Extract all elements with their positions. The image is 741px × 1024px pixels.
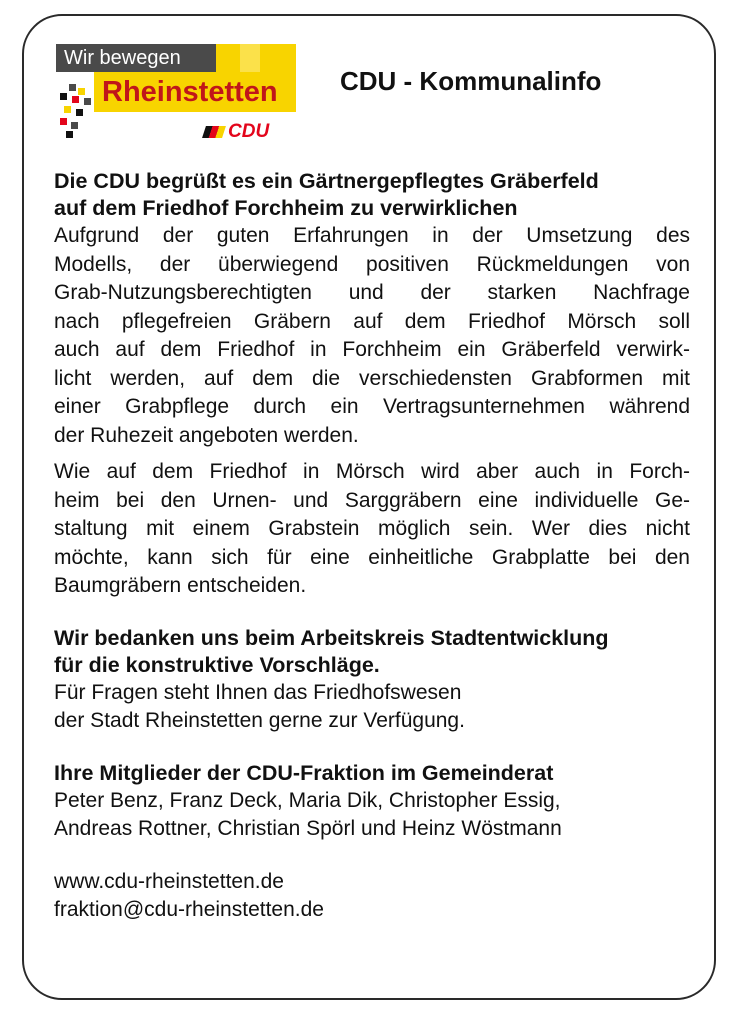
section1-paragraph-1: Aufgrund der guten Erfahrungen in der Umsetzung des Modells, der überwiegend positiven Rückmeldungen von Grab-Nutzungsberechtigten und der starken Nachfrage nach pflegefreien Gräbern auf dem Friedhof Mörsch soll auch auf dem Friedhof in Forchheim ein Gräberfeld verwirk- licht werden, auf dem die verschiedensten Grabformen mit einer Grabpflege durch ein Vertragsunternehmen während der Ruhezeit angeboten werden. xyxy=(54,224,690,447)
contact-info xyxy=(54,868,690,925)
section2-heading: Wir bedanken uns beim Arbeitskreis Stadtentwicklung für die konstruktive Vorschläge. xyxy=(54,625,609,677)
article-body xyxy=(54,168,690,925)
cdu-party-logo xyxy=(204,120,269,144)
cdu-logo-text: CDU xyxy=(228,121,270,142)
email-link[interactable]: fraktion@cdu-rheinstetten.de xyxy=(54,898,324,921)
section1-heading: Die CDU begrüßt es ein Gärtnergepflegtes Gräberfeld auf dem Friedhof Forchheim zu verwirklichen xyxy=(54,169,599,220)
wir-bewegen-rheinstetten-logo xyxy=(56,44,298,144)
logo-pixel-squares-icon xyxy=(60,84,94,138)
section3-heading: Ihre Mitglieder der CDU-Fraktion im Gemeinderat xyxy=(54,760,554,785)
website-link[interactable]: www.cdu-rheinstetten.de xyxy=(54,869,284,893)
logo-tagline: Wir bewegen xyxy=(56,44,216,72)
section2-text: Für Fragen steht Ihnen das Friedhofswesen der Stadt Rheinstetten gerne zur Verfügung. xyxy=(54,680,465,732)
logo-town-name: Rheinstetten xyxy=(94,72,296,112)
cdu-flag-icon xyxy=(202,126,226,138)
section1-paragraph-2: Wie auf dem Friedhof in Mörsch wird aber auch in Forch- heim bei den Urnen- und Sarggräbern eine individuelle Ge- staltung mit einem Grabstein möglich sein. Wer dies nicht möchte, kann sich für eine einheitliche Grabplatte bei den Baumgräbern entscheiden. xyxy=(54,460,690,597)
page-title: CDU - Kommunalinfo xyxy=(340,66,602,96)
logo-yellow-strip xyxy=(216,44,296,72)
faction-members: Peter Benz, Franz Deck, Maria Dik, Christopher Essig, Andreas Rottner, Christian Spörl und Heinz Wöstmann xyxy=(54,788,562,840)
